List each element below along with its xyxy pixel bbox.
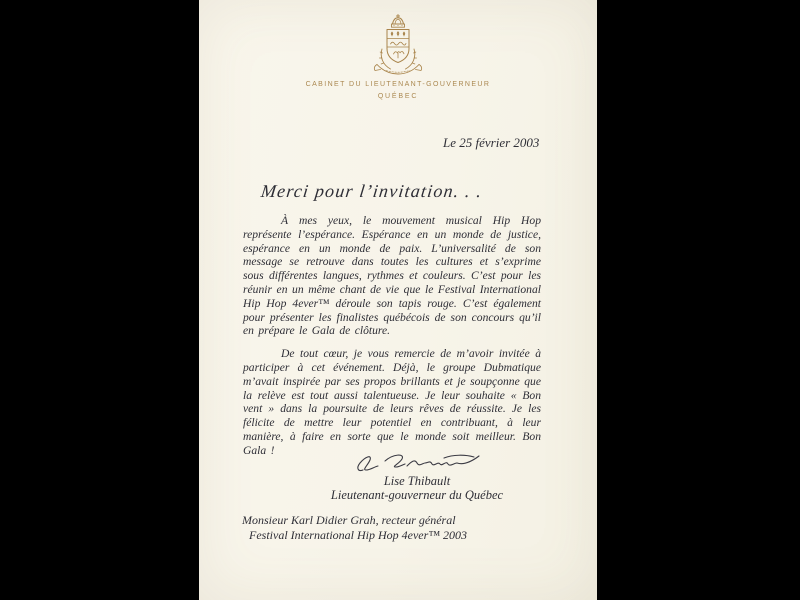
letterhead-office: CABINET DU LIEUTENANT-GOUVERNEUR: [305, 81, 491, 88]
signer-name: Lise Thibault: [383, 474, 451, 488]
letterhead-region: QUÉBEC: [377, 93, 419, 100]
letter-salutation: Merci pour l’invitation. . .: [259, 181, 484, 201]
letter-body: [243, 214, 541, 467]
letter-paragraph: À mes yeux, le mouvement musical Hip Hop représente l’espérance. Espérance en un monde de justice, espérance en un monde de paix. L’universalité de son message se retrouve dans toutes les cultures et s’exprime sous différentes langues, rythmes et couleurs. C’est pour les réunir en un même chant de vie que le Festival International Hip Hop 4ever™ déroule son tapis rouge. C’est également pour présenter les finalistes québécois de son concours qu’il en prépare le Gala de clôture.: [243, 214, 541, 338]
recipient-block: [242, 513, 467, 542]
quebec-coat-of-arms-icon: [361, 13, 435, 75]
recipient-line-2: Festival International Hip Hop 4ever™ 2003: [249, 527, 468, 542]
letterhead: [199, 13, 597, 100]
letter-page: [199, 0, 597, 600]
recipient-line-1: Monsieur Karl Didier Grah, recteur général: [242, 513, 456, 527]
signer-title: Lieutenant-gouverneur du Québec: [330, 488, 504, 502]
letter-paragraph: De tout cœur, je vous remercie de m’avoir invitée à participer à cet événement. Déjà, le groupe Dubmatique m’avait inspirée par ses propos brillants et je soupçonne que la relève est tout aussi talentueuse. Je leur souhaite « Bon vent » dans la poursuite de leurs rêves de réussite. Je les félicite de mettre leur potentiel en contribuant, à leur manière, à faire en sorte que le monde soit meilleur. Bon Gala !: [243, 347, 541, 457]
letter-date: Le 25 février 2003: [443, 135, 540, 150]
signature-block: [317, 451, 517, 502]
